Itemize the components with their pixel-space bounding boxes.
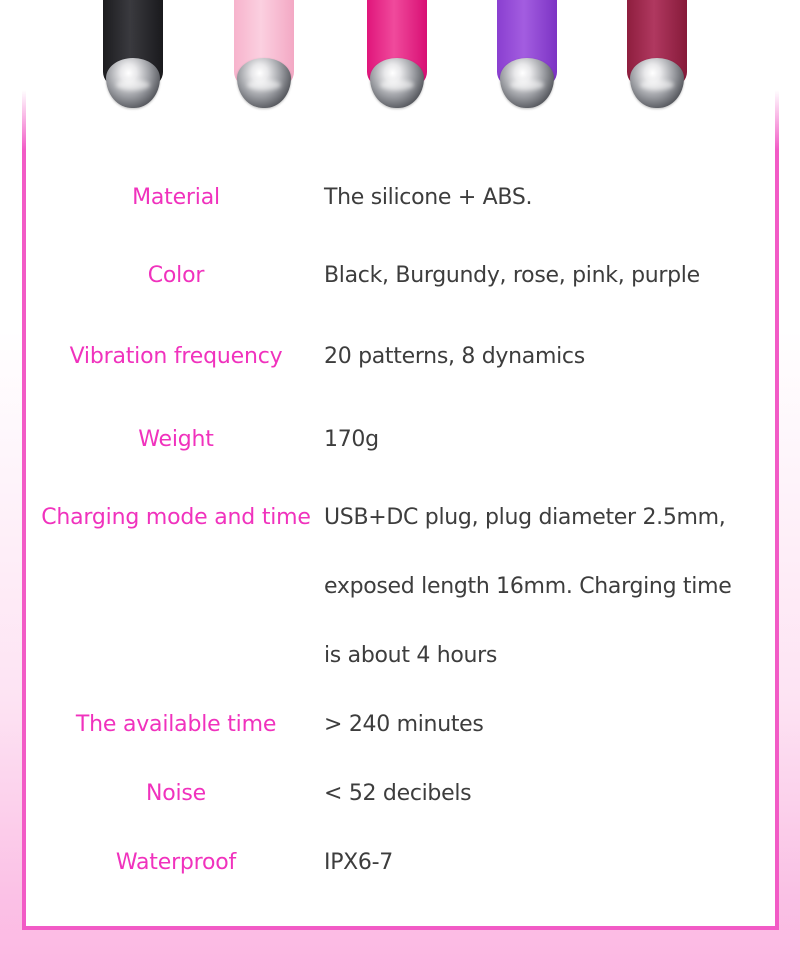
spec-value-charging-line-1: USB+DC plug, plug diameter 2.5mm, [324,505,726,530]
spec-value-charging-line-2: exposed length 16mm. Charging time [324,574,732,599]
product-image-purple [494,0,560,108]
spec-value-material: The silicone + ABS. [324,185,533,210]
spec-value-color: Black, Burgundy, rose, pink, purple [324,263,700,288]
spec-value-noise: < 52 decibels [324,781,472,806]
spec-label-charging: Charging mode and time [41,505,311,530]
spec-label-noise: Noise [145,781,207,806]
metal-tip-pink [237,58,291,108]
metal-tip-black [106,58,160,108]
product-image-burgundy [624,0,690,108]
spec-value-weight: 170g [324,427,379,452]
spec-label-available-time: The available time [75,712,277,737]
spec-label-waterproof: Waterproof [115,850,237,875]
product-image-rose [364,0,430,108]
spec-value-vibration-frequency: 20 patterns, 8 dynamics [324,344,585,369]
metal-tip-purple [500,58,554,108]
spec-label-color: Color [147,263,205,288]
metal-tip-rose [370,58,424,108]
product-image-pink [231,0,297,108]
spec-value-available-time: > 240 minutes [324,712,484,737]
spec-value-waterproof: IPX6-7 [324,850,393,875]
spec-label-vibration-frequency: Vibration frequency [69,344,283,369]
product-color-variants [0,0,800,115]
metal-tip-burgundy [630,58,684,108]
spec-value-charging-line-3: is about 4 hours [324,643,498,668]
spec-label-material: Material [132,185,220,210]
product-image-black [100,0,166,108]
spec-label-weight: Weight [138,427,214,452]
